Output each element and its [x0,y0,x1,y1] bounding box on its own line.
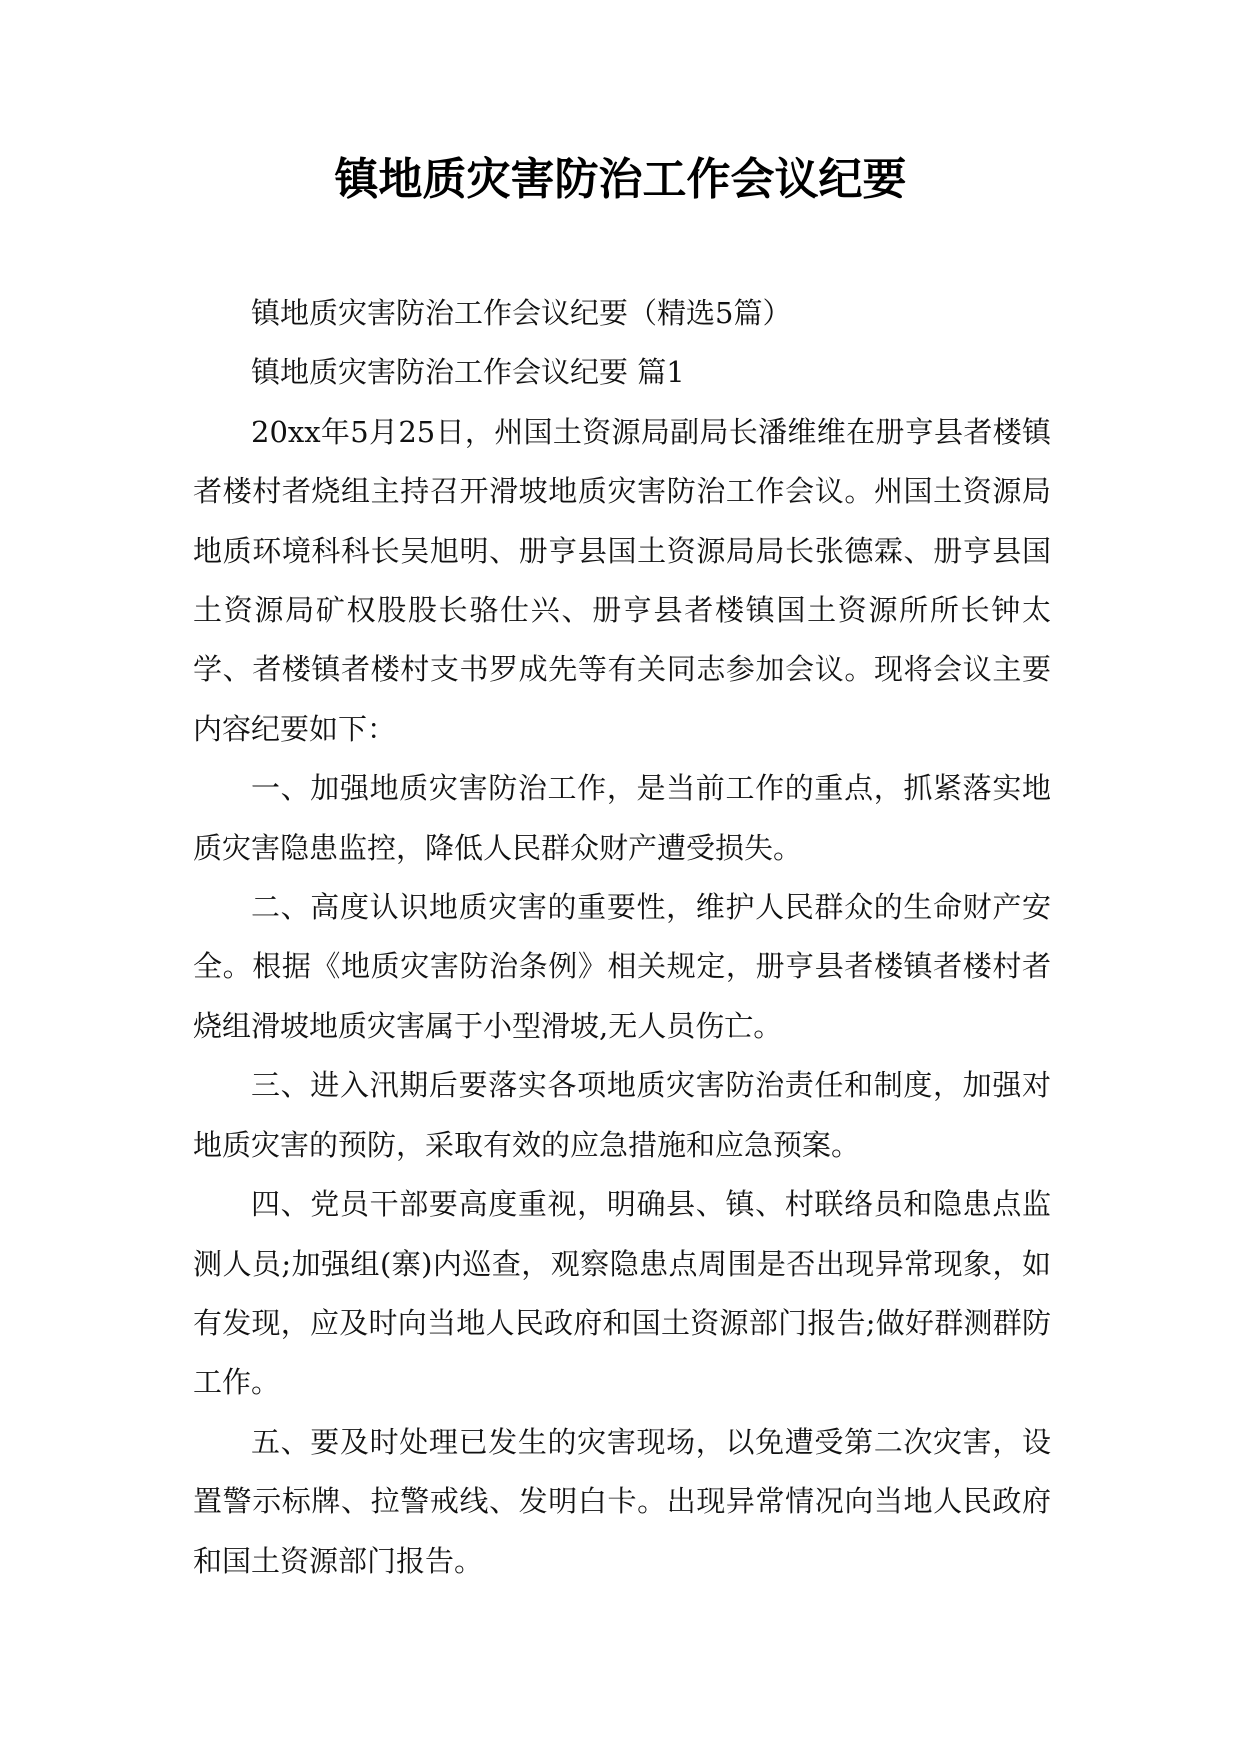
body-paragraph: 五、要及时处理已发生的灾害现场，以免遭受第二次灾害，设置警示标牌、拉警戒线、发明白卡。出现异常情况向当地人民政府和国土资源部门报告。 [193,1424,1051,1578]
body-paragraph: 二、高度认识地质灾害的重要性，维护人民群众的生命财产安全。根据《地质灾害防治条例》相关规定，册亨县者楼镇者楼村者烧组滑坡地质灾害属于小型滑坡,无人员伤亡。 [193,890,1051,1043]
section-heading: 镇地质灾害防治工作会议纪要 篇1 [251,355,685,390]
subtitle-paragraph: 镇地质灾害防治工作会议纪要（精选5篇） [251,296,792,330]
body-paragraph: 三、进入汛期后要落实各项地质灾害防治责任和制度，加强对地质灾害的预防，采取有效的应急措施和应急预案。 [193,1068,1051,1162]
body-paragraph: 四、党员干部要高度重视，明确县、镇、村联络员和隐患点监测人员;加强组(寨)内巡查，观察隐患点周围是否出现异常现象，如有发现，应及时向当地人民政府和国土资源部门报告;做好群测群防工作。 [193,1187,1051,1400]
document-title: 镇地质灾害防治工作会议纪要 [334,154,907,205]
document-body [193,284,1051,1591]
body-paragraph: 一、加强地质灾害防治工作，是当前工作的重点，抓紧落实地质灾害隐患监控，降低人民群众财产遭受损失。 [193,771,1051,865]
body-paragraph: 20xx年5月25日，州国土资源局副局长潘维维在册亨县者楼镇者楼村者烧组主持召开滑坡地质灾害防治工作会议。州国土资源局地质环境科科长吴旭明、册亨县国土资源局局长张德霖、册亨县国土资源局矿权股股长骆仕兴、册亨县者楼镇国土资源所所长钟太学、者楼镇者楼村支书罗成先等有关同志参加会议。现将会议主要内容纪要如下： [193,414,1051,746]
